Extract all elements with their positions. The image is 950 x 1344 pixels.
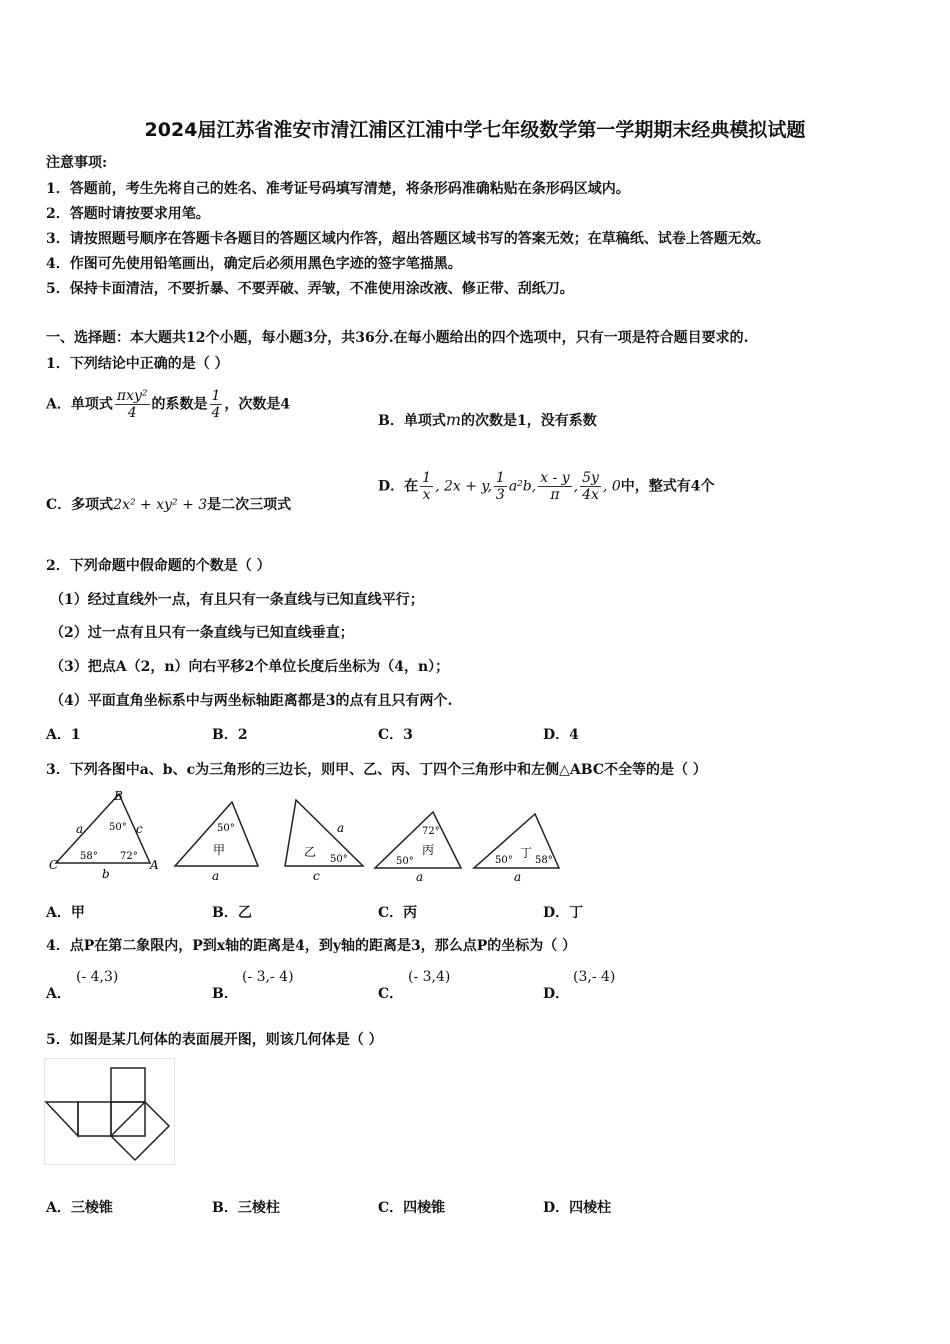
angle-label: 50° (109, 822, 127, 833)
note-item: 5．保持卡面清洁，不要折暴、不要弄破、弄皱，不准使用涂改液、修正带、刮纸刀。 (46, 281, 574, 297)
q4-option-c-label: C． (378, 986, 404, 1002)
q3-option-c: C．丙 (378, 905, 418, 921)
q5-option-a: A．三棱锥 (46, 1200, 113, 1216)
fraction: $\frac{1}{4}$ (211, 388, 221, 421)
notes-heading: 注意事项: (46, 155, 108, 171)
q4-option-b-label: B． (212, 986, 238, 1002)
note-item: 3．请按照题号顺序在答题卡各题目的答题区域内作答，超出答题区域书写的答案无效；在草稿纸、试卷上答题无效。 (46, 231, 770, 247)
note-item: 1．答题前，考生先将自己的姓名、准考证号码填写清楚，将条形码准确粘贴在条形码区域内。 (46, 181, 630, 197)
q2-option-d: D．4 (543, 727, 579, 743)
q1-option-b: B．单项式m的次数是1，没有系数 (378, 410, 597, 429)
q4-option-a-label: A． (46, 986, 71, 1002)
angle-label: 50° (495, 855, 513, 866)
q2-stem: 2．下列命题中假命题的个数是（ ） (46, 558, 271, 574)
triangle-name: 丁 (520, 846, 533, 860)
q1-option-a: A．单项式 $\frac{\text{πxy²}}{4}$ 的系数是 $\frac{1}{4}$ ，次数是4 (46, 388, 291, 421)
side-label: b (102, 867, 110, 881)
fraction: $\frac{5y}{4x}$ (582, 470, 599, 503)
q4-stem: 4．点P在第二象限内，P到x轴的距离是4，到y轴的距离是3，那么点P的坐标为（ ） (46, 938, 577, 954)
fraction: $\frac{1}{3}$ (495, 470, 505, 503)
net-square (78, 1102, 111, 1136)
q1-option-d: D．在 $\frac{1}{x}$ , 2x + y, $\frac{1}{3}$ a²b, $\frac{x - y}{\pi}$ , $\frac{5y}{4x}$ , 0中，整式有4个 (378, 470, 715, 503)
q2-option-a: A．1 (46, 727, 81, 743)
side-label: a (416, 870, 424, 884)
note-item: 2．答题时请按要求用笔。 (46, 206, 210, 222)
note-item: 4．作图可先使用铅笔画出，确定后必须用黑色字迹的签字笔描黑。 (46, 256, 462, 272)
q3-option-a: A．甲 (46, 905, 85, 921)
q5-option-c: C．四棱锥 (378, 1200, 446, 1216)
q2-item: （3）把点A（2，n）向右平移2个单位长度后坐标为（4，n）； (50, 659, 450, 675)
side-label: a (76, 822, 84, 836)
q5-stem: 5．如图是某几何体的表面展开图，则该几何体是（ ） (46, 1032, 383, 1048)
angle-label: 50° (330, 854, 348, 865)
q1-stem: 1．下列结论中正确的是（ ） (46, 356, 229, 372)
side-label: c (313, 869, 320, 883)
angle-label: 50° (396, 856, 414, 867)
side-label: c (136, 822, 143, 836)
fraction: $\frac{x - y}{\pi}$ (540, 470, 570, 503)
net-square-rotated (111, 1102, 169, 1160)
angle-label: 58° (80, 851, 98, 862)
net-square-top (111, 1068, 145, 1102)
triangle-bing (375, 812, 461, 868)
q2-item: （2）过一点有且只有一条直线与已知直线垂直； (50, 625, 354, 641)
q4-option-a-value: (- 4,3) (76, 969, 119, 985)
triangle-name: 甲 (213, 843, 226, 857)
q3-triangles-figure (40, 784, 580, 894)
q4-option-b-value: (- 3,- 4) (242, 969, 294, 985)
fraction: $\frac{1}{x}$ (422, 470, 432, 503)
q4-option-d-label: D． (543, 986, 570, 1002)
q2-item: （4）平面直角坐标系中与两坐标轴距离都是3的点有且只有两个. (50, 693, 453, 709)
side-label: a (212, 869, 220, 883)
q2-item: （1）经过直线外一点，有且只有一条直线与已知直线平行； (50, 592, 424, 608)
q2-option-b: B．2 (212, 727, 248, 743)
q3-option-b: B．乙 (212, 905, 252, 921)
vertex-label: A (150, 858, 159, 872)
q5-option-d: D．四棱柱 (543, 1200, 612, 1216)
section-heading: 一、选择题：本大题共12个小题，每小题3分，共36分.在每小题给出的四个选项中，只有一项是符合题目要求的. (46, 330, 749, 346)
angle-label: 58° (535, 855, 553, 866)
q1-option-c: C．多项式2x² + xy² + 3是二次三项式 (46, 497, 292, 513)
q5-option-b: B．三棱柱 (212, 1200, 280, 1216)
vertex-label: B (114, 789, 123, 803)
side-label: a (337, 821, 345, 835)
q4-option-c-value: (- 3,4) (408, 969, 451, 985)
q5-net-figure (44, 1058, 176, 1166)
triangle-name: 乙 (304, 845, 317, 859)
net-triangle-left (46, 1102, 78, 1136)
angle-label: 50° (217, 823, 235, 834)
side-label: a (514, 870, 522, 884)
fraction: $\frac{\text{πxy²}}{4}$ (116, 388, 148, 421)
q4-option-d-value: (3,- 4) (573, 969, 616, 985)
angle-label: 72° (422, 826, 440, 837)
triangle-name: 丙 (422, 843, 435, 857)
triangle-yi (285, 800, 363, 866)
q2-option-c: C．3 (378, 727, 413, 743)
q3-stem: 3．下列各图中a、b、c为三角形的三边长，则甲、乙、丙、丁四个三角形中和左侧△ABC不全等的是（ ） (46, 762, 707, 778)
page-title: 2024届江苏省淮安市清江浦区江浦中学七年级数学第一学期期末经典模拟试题 (144, 119, 806, 141)
vertex-label: C (49, 858, 59, 872)
angle-label: 72° (120, 851, 138, 862)
q3-option-d: D．丁 (543, 905, 584, 921)
